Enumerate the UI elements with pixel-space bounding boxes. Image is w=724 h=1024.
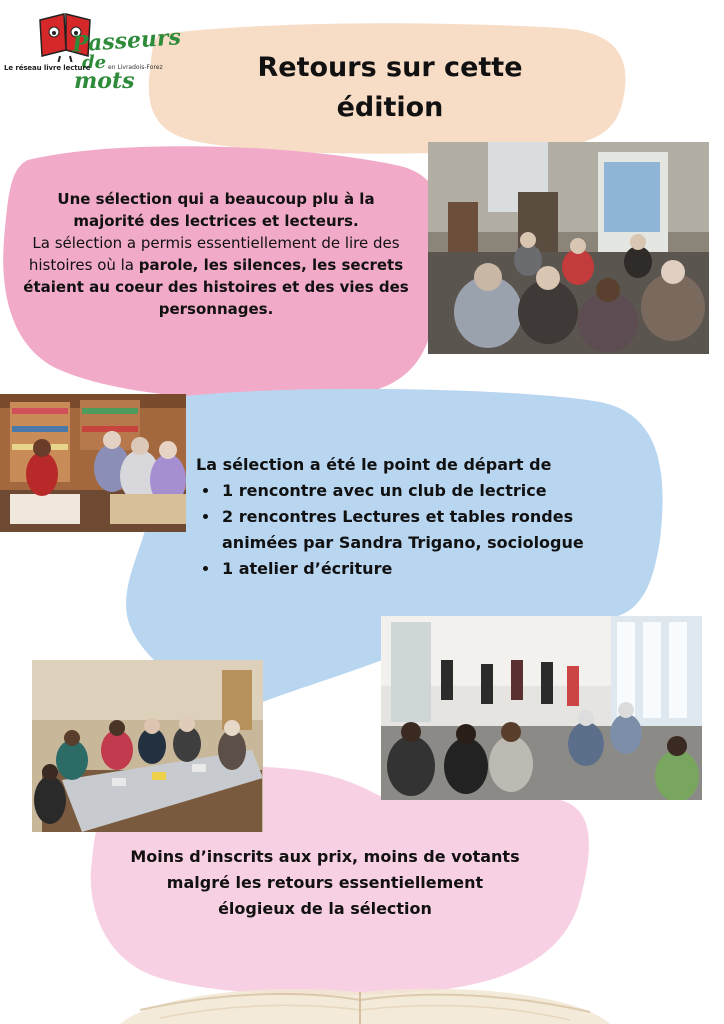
page-title — [180, 48, 600, 128]
block1-text-start: La sélection a permis essentiellement de lire des histoires où la — [28, 234, 400, 274]
logo-word-passeurs: Passeurs — [71, 24, 182, 58]
participation-note — [110, 844, 540, 922]
logo — [4, 6, 182, 98]
title-line-2: édition — [336, 92, 444, 123]
block2-intro: La sélection a été le point de départ de — [196, 455, 552, 474]
list-item: • 1 rencontre avec un club de lectrice — [220, 478, 616, 504]
block1-lead-line-1: Une sélection qui a beaucoup plu à la — [57, 190, 375, 208]
block3-line-1: Moins d’inscrits aux prix, moins de votants — [130, 847, 520, 866]
block3-line-3: élogieux de la sélection — [218, 899, 432, 918]
logo-network-label: Le réseau livre lecture — [4, 64, 91, 72]
logo-region-label: en Livradois-Forez — [108, 64, 163, 71]
block3-line-2: malgré les retours essentiellement — [166, 873, 484, 892]
photo-reading-club — [0, 394, 186, 532]
logo-word-mots: mots — [74, 68, 135, 94]
starting-point-list — [196, 452, 616, 582]
title-line-1: Retours sur cette — [257, 52, 523, 83]
list-item: • 1 atelier d’écriture — [220, 556, 616, 582]
list-item: • 2 rencontres Lectures et tables rondes animées par Sandra Trigano, sociologue — [220, 504, 616, 556]
block1-bold-part: parole, les silences, les secrets étaient au coeur des histoires et des vies des personnages. — [23, 256, 409, 318]
photo-writing-workshop — [32, 660, 263, 832]
selection-feedback-text — [16, 188, 416, 320]
logo-word-de: de — [82, 52, 107, 73]
open-book-illustration — [120, 989, 610, 1024]
event-list — [196, 478, 616, 582]
photo-reading-performance — [381, 616, 702, 800]
block1-body — [16, 232, 416, 320]
block1-lead-line-2: majorité des lectrices et lecteurs. — [73, 212, 359, 230]
photo-library-reading-session — [428, 142, 709, 354]
